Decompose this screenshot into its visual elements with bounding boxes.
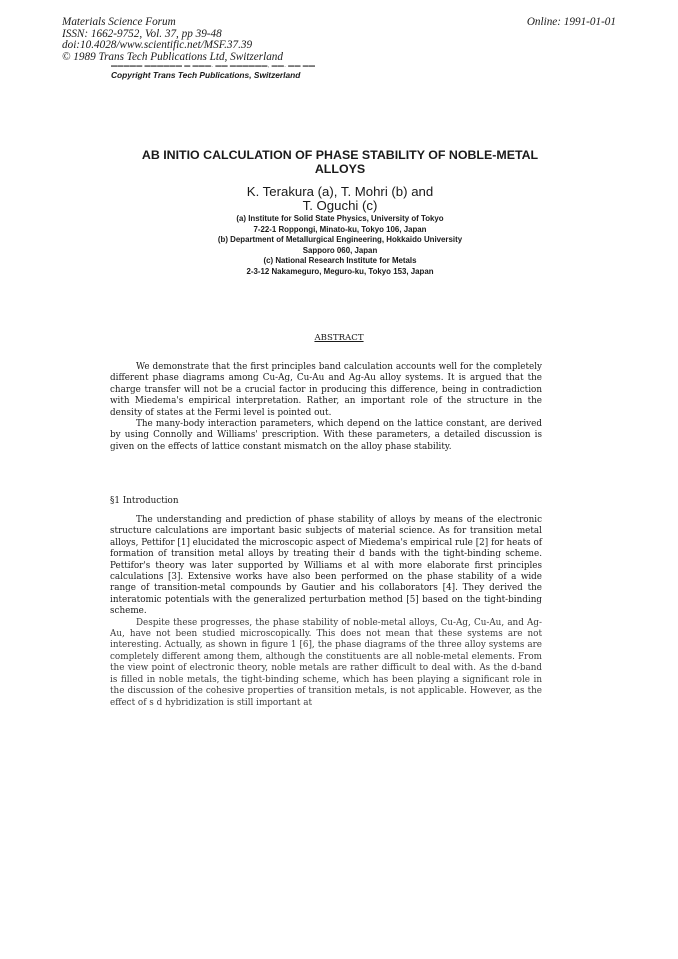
title-line-2: ALLOYS [314, 162, 366, 176]
abstract-paragraph: We demonstrate that the first principles band calculation accounts well for the completely different phase diagrams among Cu-Ag, Cu-Au and Ag-Au alloy systems. It is argued that the charge transfer will not be a crucial factor in producing this difference, being in contradiction with Miedema's empirical interpretation. Rather, an important role of the structure in the density of states at the Fermi level is pointed out. [110, 362, 542, 418]
abstract-heading [0, 333, 678, 343]
abstract-body [110, 362, 542, 453]
affiliation-line: 2-3-12 Nakameguro, Meguro-ku, Tokyo 153, Japan [246, 266, 434, 276]
affiliation-line: (a) Institute for Solid State Physics, University of Tokyo [236, 214, 444, 223]
faded-citation-line: ▬▬▬▬▬ ▬▬▬▬▬▬ ▬ ▬▬▬. ▬▬ ▬▬▬▬▬▬, ▬▬. ▬▬ ▬▬ [111, 63, 316, 69]
affiliation-line: (c) National Research Institute for Metals [263, 256, 417, 266]
issn-line: ISSN: 1662-9752, Vol. 37, pp 39-48 [62, 27, 222, 40]
authors-line-1: K. Terakura (a), T. Mohri (b) and [246, 184, 434, 199]
journal-name: Materials Science Forum [62, 16, 176, 28]
online-date: Online: 1991-01-01 [526, 16, 616, 28]
affiliation-line: Sapporo 060, Japan [302, 245, 378, 255]
section-heading: §1 Introduction [110, 496, 179, 506]
affiliation-line: 7-22-1 Roppongi, Minato-ku, Tokyo 106, Japan [253, 224, 427, 234]
journal-header [62, 17, 616, 63]
introduction-body [110, 515, 542, 709]
author-list [140, 185, 540, 213]
publisher-line: © 1989 Trans Tech Publications Ltd, Switzerland [62, 50, 283, 63]
paper-title [100, 148, 580, 176]
abstract-heading-text: ABSTRACT [314, 333, 364, 343]
authors-line-2: T. Oguchi (c) [302, 198, 378, 213]
affiliation-line: (b) Department of Metallurgical Engineering, Hokkaido University [217, 235, 463, 245]
abstract-paragraph: The many-body interaction parameters, which depend on the lattice constant, are derived by using Connolly and Williams' prescription. With these parameters, a detailed discussion is given on the effects of lattice constant mismatch on the alloy phase stability. [110, 419, 542, 452]
affiliations [100, 214, 580, 278]
doi-line: doi:10.4028/www.scientific.net/MSF.37.39 [62, 39, 253, 52]
intro-paragraph: The understanding and prediction of phase stability of alloys by means of the electronic structure calculations are important basic subjects of material science. As for transition metal alloys, Pettifor [1] elucidated the microscopic aspect of Miedema's empirical rule [2] for heats of formation of transition metal alloys by treating their d bands with the tight-binding scheme. Pettifor's theory was later supported by Williams et al with more elaborate first principles calculations [3]. Extensive works have also been performed on the phase stability of a wide range of transition-metal compounds by Gautier and his collaborators [4]. They derived the interatomic potentials with the generalized perturbation method [5] based on the tight-binding scheme. [110, 515, 543, 617]
intro-paragraph: Despite these progresses, the phase stability of noble-metal alloys, Cu-Ag, Cu-Au, and Ag-Au, have not been studied microscopically. This does not mean that these systems are not interesting. Actually, as shown in figure 1 [6], the phase diagrams of the three alloy systems are completely different among them, although the constituents are all noble-metal elements. From the view point of electronic theory, noble metals are rather difficult to deal with. As the d-band is filled in noble metals, the tight-binding scheme, which has been playing a significant role in the discussion of the cohesive properties of transition metals, is not applicable. However, as the effect of s d hybridization is still important at [110, 617, 542, 708]
title-line-1: AB INITIO CALCULATION OF PHASE STABILITY OF NOBLE-METAL [141, 148, 539, 162]
copyright-notice: Copyright Trans Tech Publications, Switzerland [111, 70, 301, 80]
